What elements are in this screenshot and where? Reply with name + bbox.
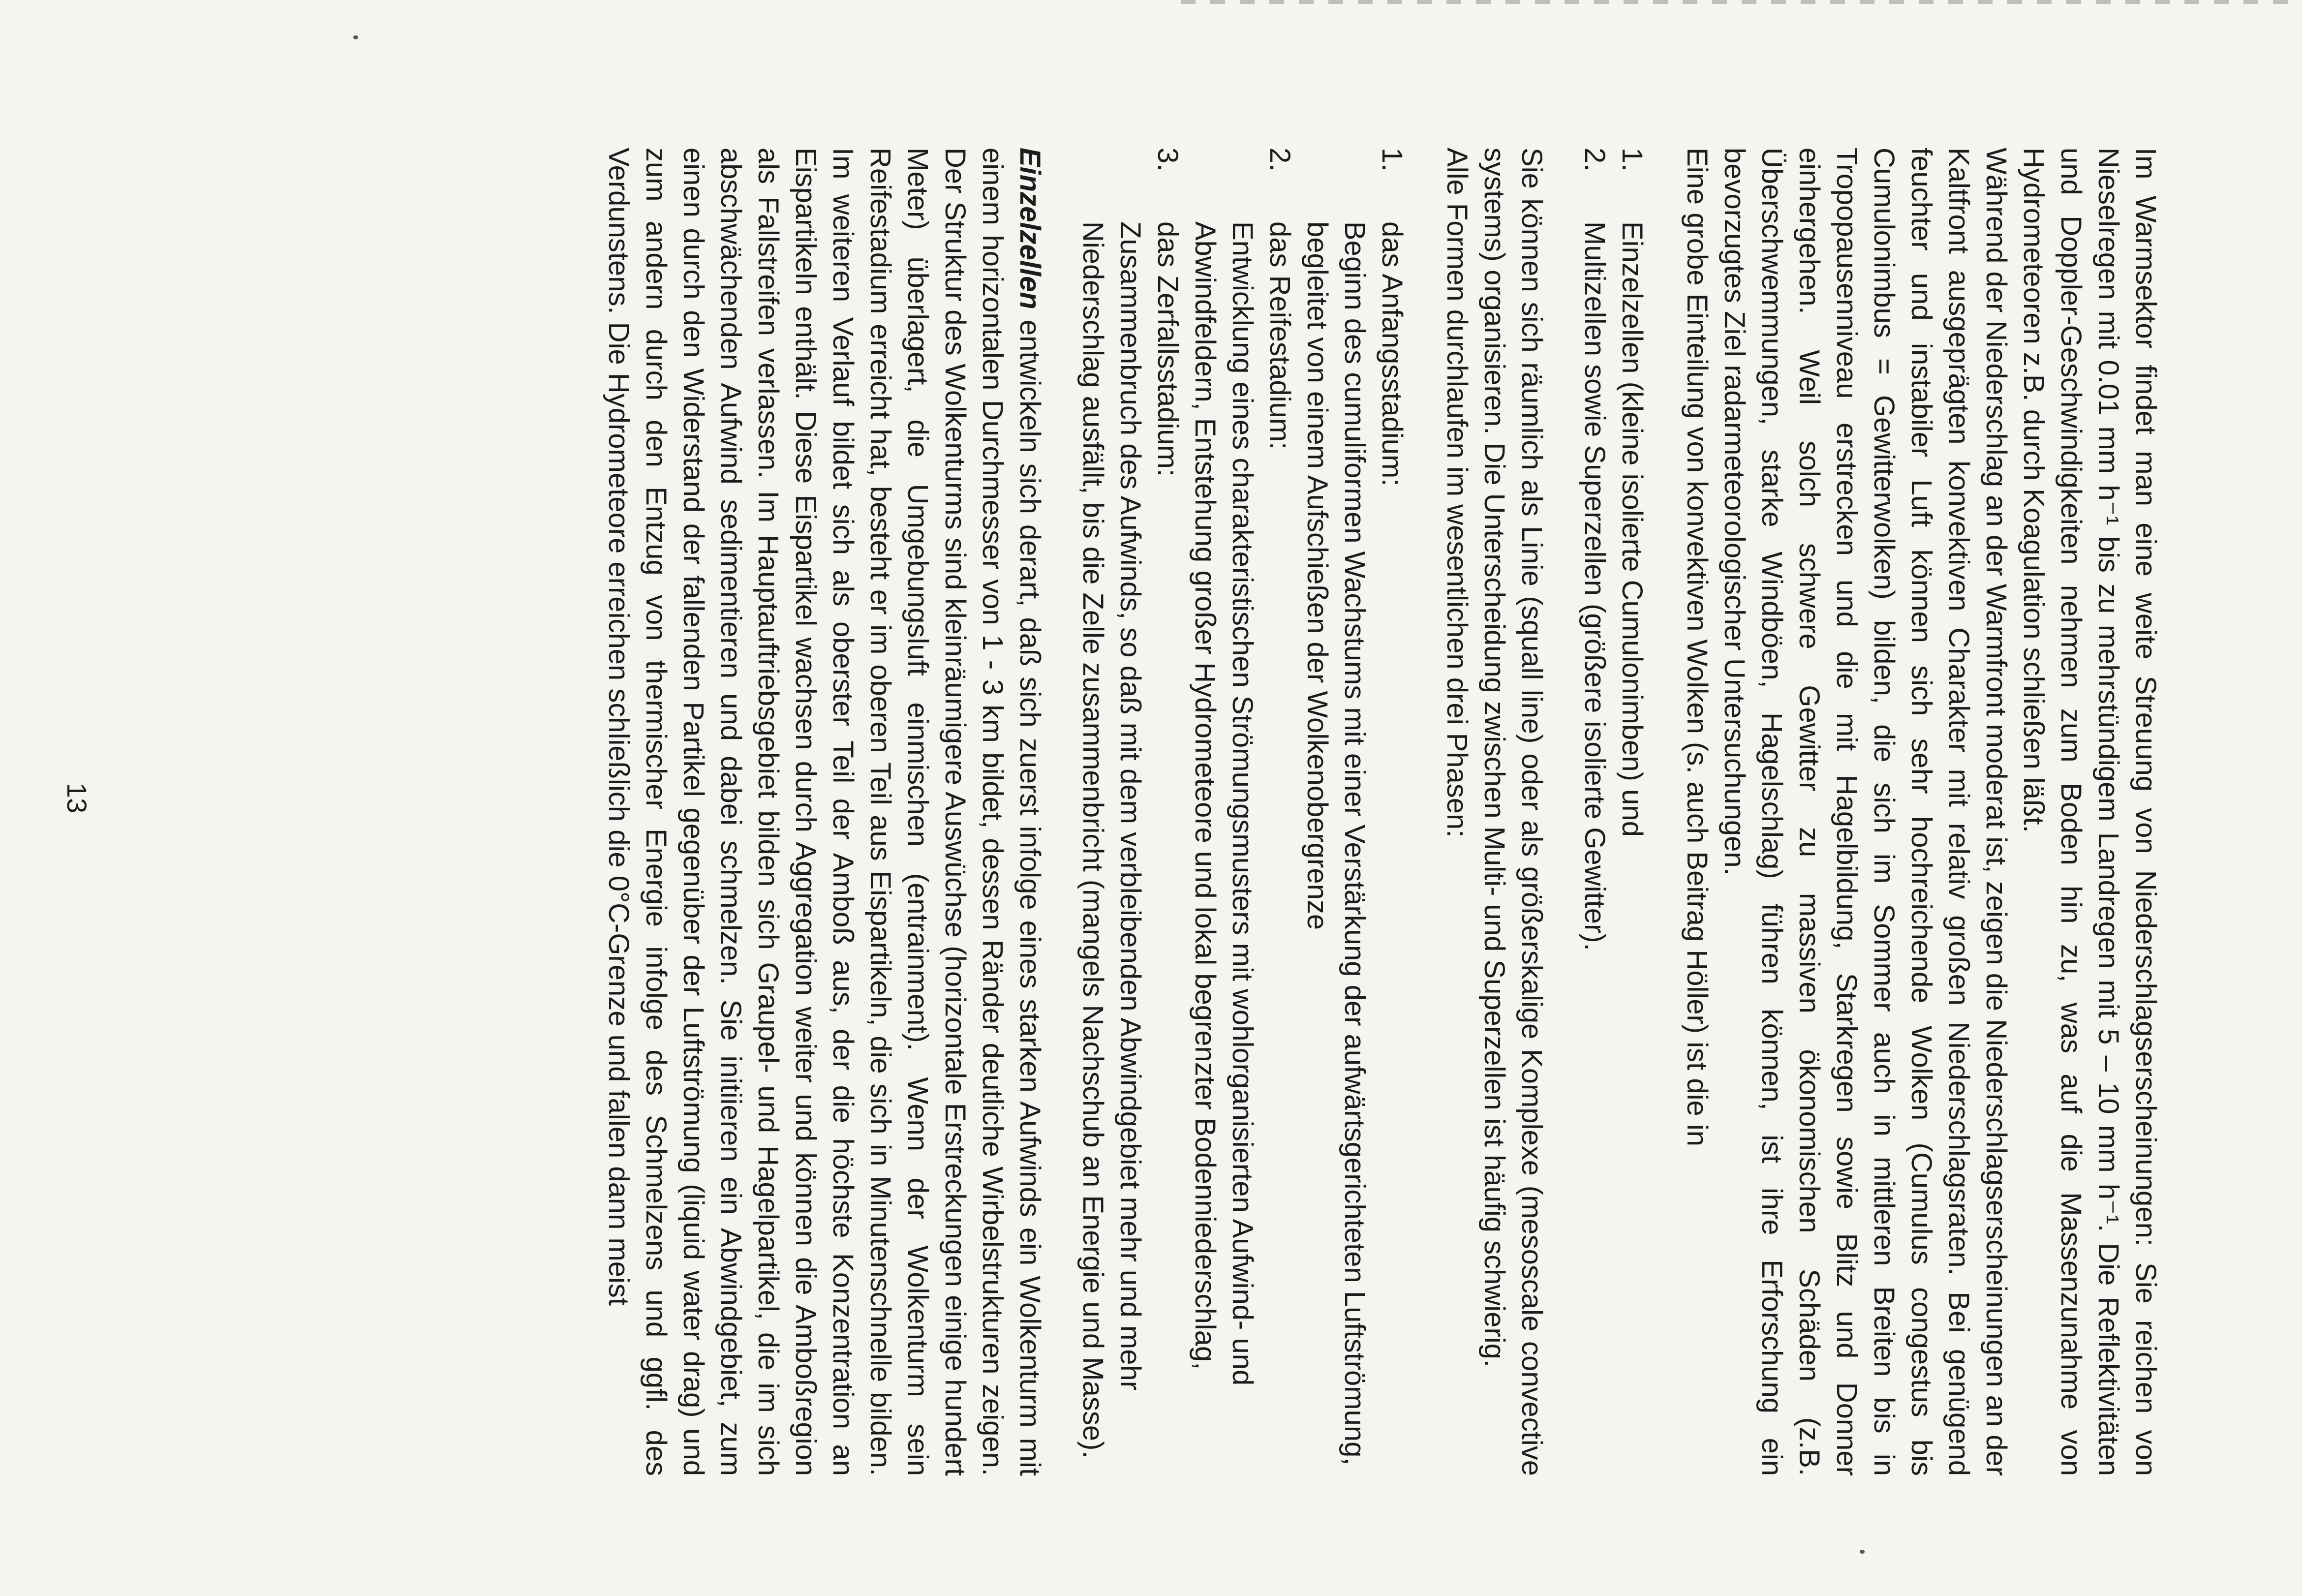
page-body <box>600 148 2164 1476</box>
list-item <box>1186 148 1298 1476</box>
phase-description: Beginn des cumuliformen Wachstums mit einer Verstärkung der aufwärtsgerichteten Luftströmung, begleitet von einem Aufschießen der Wolkenobergrenze <box>1301 221 1371 1466</box>
list-item <box>1613 148 1651 1476</box>
list-number: 2. <box>1264 148 1296 172</box>
list-number: 3. <box>1152 148 1184 172</box>
paragraph-einzelzellen <box>600 148 1048 1476</box>
phase-title: das Reifestadium: <box>1264 221 1296 450</box>
list-text: Multizellen sowie Superzellen (größere isolierte Gewitter). <box>1579 221 1611 951</box>
paragraph-einteilung: Eine grobe Einteilung von konvektiven Wolken (s. auch Beitrag Höller) ist die in <box>1681 148 1713 1146</box>
list-number: 1. <box>1616 148 1648 172</box>
list-item <box>1576 148 1613 1476</box>
paragraph-organisation: Sie können sich räumlich als Linie (squall line) oder als größerskalige Komplexe (mesoscale convective systems) organisieren. Die Unterscheidung zwischen Multi- und Superzellen ist häufig schwierig. <box>1478 148 1548 1476</box>
list-number: 2. <box>1579 148 1611 172</box>
phase-title: das Zerfallsstadium: <box>1152 221 1184 477</box>
list-text: Einzelzellen (kleine isolierte Cumulonimben) und <box>1616 221 1648 837</box>
paragraph-warmsektor: Im Warmsektor findet man eine weite Streuung von Niederschlagserscheinungen: Sie reichen von Nieselregen mit 0.01 mm h⁻¹ bis zu mehrstündigem Landregen mit 5 – 10 mm h⁻¹. Die Reflektivitäten und Doppler-Geschwindigkeiten nehmen zum Boden hin zu, was auf die Massenzunahme von Hydrometeoren z.B. durch Koagulation schließen läßt. <box>2018 148 2162 1476</box>
cell-type-list <box>1576 148 1651 1476</box>
list-item <box>1074 148 1186 1476</box>
paragraph-text: entwickeln sich derart, daß sich zuerst infolge eines starken Aufwinds ein Wolkenturm mit einem horizontalen Durchmesser von 1 - 3 km bildet, dessen Ränder deutliche Wirbelstrukturen zeigen. Der Struktur des Wolkenturms sind kleinräumigere Auswüchse (horizontale Erstreckungen einige hundert Meter) überlagert, die Umgebungsluft einmischen (entrainment). Wenn der Wolkenturm sein Reifestadium erreicht hat, besteht er im oberen Teil aus Eispartikeln, die sich in Minutenschnelle bilden. Im weiteren Verlauf bildet sich als oberster Teil der Amboß aus, der die höchste Konzentration an Eispartikeln enthält. Diese Eispartikel wachsen durch Aggregation weiter und können die Amboßregion als Fallstreifen verlassen. Im Hauptauftriebsgebiet bilden sich Graupel- und Hagelpartikel, die im sich abschwächenden Aufwind sedimentieren und dabei schmelzen. Sie initiieren ein Abwindgebiet, zum einen durch den Widerstand der fallenden Partikel gegenüber der Luftströmung (liquid water drag) und zum andern durch den Entzug von thermischer Energie infolge des Schmelzens und ggfl. des Verdunstens. Die Hydrometeore erreichen schließlich die 0°C-Grenze und fallen dann meist <box>603 148 1046 1476</box>
list-number: 1. <box>1376 148 1408 172</box>
emphasis-term: Einzelzellen <box>1014 148 1046 309</box>
paragraph-phasen: Alle Formen durchlaufen im wesentlichen drei Phasen: <box>1441 148 1473 838</box>
list-item <box>1298 148 1411 1476</box>
phase-list <box>1074 148 1411 1476</box>
page-number: 13 <box>61 782 92 814</box>
phase-description: Entwicklung eines charakteristischen Strömungsmusters mit wohlorganisierten Aufwind- und Abwindfeldern, Entstehung großer Hydrometeore und lokal begrenzter Bodenniederschlag, <box>1189 221 1258 1386</box>
phase-title: das Anfangsstadium: <box>1376 221 1408 487</box>
paragraph-warmfront: Während der Niederschlag an der Warmfront moderat ist, zeigen die Niederschlagserscheinungen an der Kaltfront ausgeprägten konvektiven Charakter mit relativ großen Niederschlagsraten. Bei genügend feuchter und instabiler Luft können sich sehr hochreichende Wolken (Cumulus congestus bis Cumulonimbus = Gewitterwolken) bilden, die sich im Sommer auch in mittleren Breiten bis in Tropopausenniveau erstrecken und die mit Hagelbildung, Starkregen sowie Blitz und Donner einhergehen. Weil solch schwere Gewitter zu massiven ökonomischen Schäden (z.B. Überschwemmungen, starke Windböen, Hagelschlag) führen können, ist ihre Erforschung ein bevorzugtes Ziel radarmeteorologischer Untersuchungen. <box>1719 148 2012 1476</box>
phase-description: Zusammenbruch des Aufwinds, so daß mit dem verbleibenden Abwindgebiet mehr und mehr Niederschlag ausfällt, bis die Zelle zusammenbricht (mangels Nachschub an Energie und Masse). <box>1077 221 1146 1459</box>
